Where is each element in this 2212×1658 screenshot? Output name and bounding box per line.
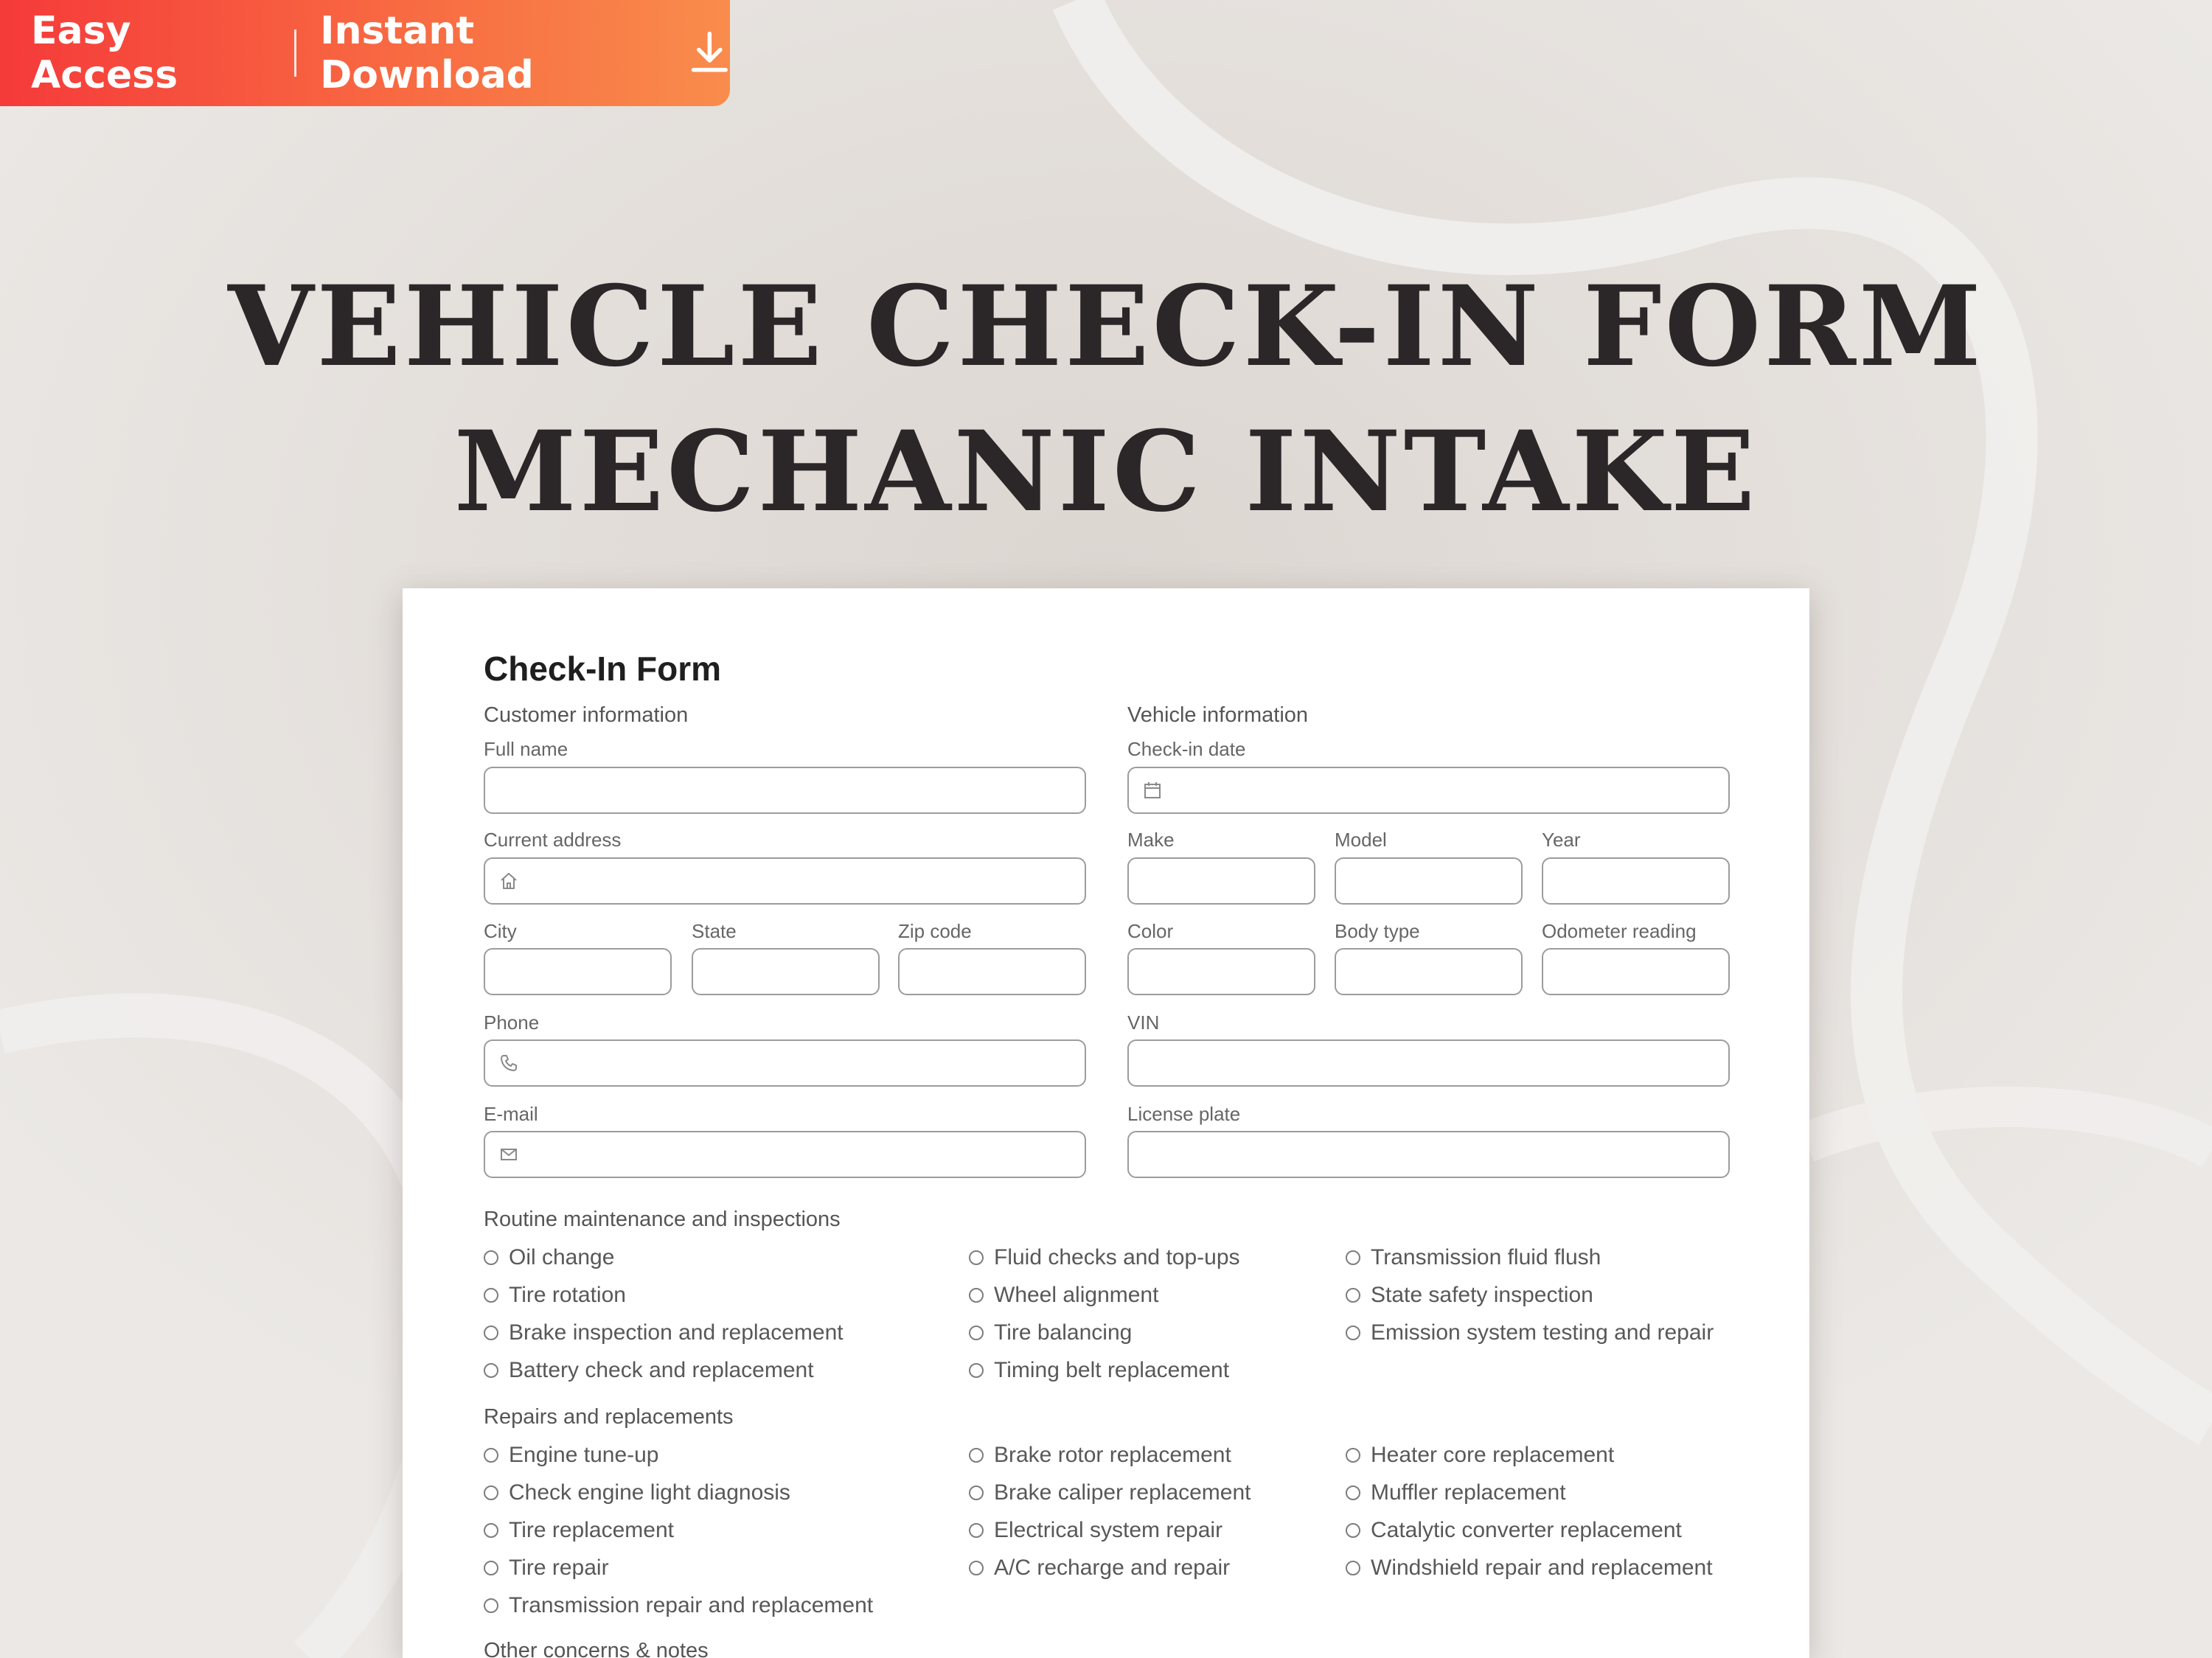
option-label: Heater core replacement: [1371, 1443, 1615, 1467]
radio-button[interactable]: [969, 1326, 984, 1340]
checkbox-option[interactable]: [484, 1245, 614, 1270]
license-plate-label: License plate: [1127, 1103, 1241, 1125]
state-label: State: [692, 920, 737, 942]
instant-download-label: Instant Download: [320, 9, 534, 97]
email-label: E-mail: [484, 1103, 538, 1125]
vehicle-info-heading: Vehicle information: [1127, 703, 1309, 727]
odometer-label: Odometer reading: [1542, 920, 1697, 942]
option-label: Timing belt replacement: [994, 1358, 1230, 1382]
radio-button[interactable]: [969, 1523, 984, 1538]
easy-access-label: Easy Access: [31, 9, 178, 97]
option-label: Wheel alignment: [994, 1283, 1159, 1307]
model-field[interactable]: [1335, 857, 1523, 905]
routine-maintenance-heading: Routine maintenance and inspections: [484, 1208, 841, 1231]
headline-line-2: MECHANIC INTAKE: [453, 407, 1759, 537]
checkbox-option[interactable]: [1346, 1518, 1682, 1543]
option-label: Brake inspection and replacement: [509, 1320, 844, 1345]
checkbox-option[interactable]: [1346, 1480, 1566, 1505]
city-field[interactable]: [484, 948, 672, 995]
checkbox-option[interactable]: [1346, 1443, 1614, 1468]
checkbox-option[interactable]: [484, 1283, 626, 1308]
color-label: Color: [1127, 920, 1174, 942]
radio-button[interactable]: [1346, 1448, 1360, 1463]
radio-button[interactable]: [484, 1363, 498, 1378]
current-address-field[interactable]: [484, 857, 1086, 905]
calendar-icon: [1142, 780, 1163, 801]
full-name-label: Full name: [484, 738, 568, 760]
option-label: Fluid checks and top-ups: [994, 1245, 1240, 1269]
radio-button[interactable]: [484, 1326, 498, 1340]
option-label: Tire rotation: [509, 1283, 626, 1307]
checkbox-option[interactable]: [484, 1556, 609, 1581]
option-label: Brake caliper replacement: [994, 1480, 1251, 1505]
badge-divider: [294, 29, 296, 77]
radio-button[interactable]: [484, 1561, 498, 1575]
checkbox-option[interactable]: [969, 1480, 1251, 1505]
option-label: A/C recharge and repair: [994, 1556, 1231, 1580]
radio-button[interactable]: [484, 1485, 498, 1500]
vin-field[interactable]: [1127, 1039, 1730, 1087]
odometer-field[interactable]: [1542, 948, 1730, 995]
radio-button[interactable]: [484, 1523, 498, 1538]
radio-button[interactable]: [969, 1250, 984, 1265]
phone-icon: [498, 1053, 519, 1073]
checkin-date-field[interactable]: [1127, 767, 1730, 814]
current-address-label: Current address: [484, 829, 622, 851]
checkbox-option[interactable]: [969, 1320, 1132, 1345]
full-name-field[interactable]: [484, 767, 1086, 814]
download-icon: [689, 27, 730, 79]
radio-button[interactable]: [484, 1288, 498, 1303]
color-field[interactable]: [1127, 948, 1315, 995]
promo-badge: [0, 0, 730, 106]
checkbox-option[interactable]: [484, 1480, 790, 1505]
home-icon: [498, 871, 519, 891]
option-label: Tire balancing: [994, 1320, 1133, 1345]
radio-button[interactable]: [969, 1561, 984, 1575]
body-type-field[interactable]: [1335, 948, 1523, 995]
checkbox-option[interactable]: [484, 1593, 873, 1618]
state-field[interactable]: [692, 948, 880, 995]
checkin-date-label: Check-in date: [1127, 738, 1246, 760]
body-type-label: Body type: [1335, 920, 1420, 942]
radio-button[interactable]: [484, 1250, 498, 1265]
option-label: Check engine light diagnosis: [509, 1480, 790, 1505]
option-label: Windshield repair and replacement: [1371, 1556, 1713, 1580]
radio-button[interactable]: [1346, 1288, 1360, 1303]
checkbox-option[interactable]: [1346, 1245, 1601, 1270]
checkbox-option[interactable]: [969, 1518, 1222, 1543]
option-label: State safety inspection: [1371, 1283, 1593, 1307]
checkbox-option[interactable]: [484, 1518, 674, 1543]
repairs-heading: Repairs and replacements: [484, 1405, 734, 1429]
year-label: Year: [1542, 829, 1581, 851]
option-label: Transmission repair and replacement: [509, 1593, 874, 1617]
option-label: Oil change: [509, 1245, 615, 1269]
checkbox-option[interactable]: [969, 1245, 1240, 1270]
radio-button[interactable]: [1346, 1250, 1360, 1265]
phone-label: Phone: [484, 1011, 540, 1034]
option-label: Tire repair: [509, 1556, 609, 1580]
checkbox-option[interactable]: [969, 1283, 1158, 1308]
option-label: Muffler replacement: [1371, 1480, 1566, 1505]
radio-button[interactable]: [1346, 1561, 1360, 1575]
model-label: Model: [1335, 829, 1387, 851]
checkbox-option[interactable]: [484, 1358, 814, 1383]
option-label: Battery check and replacement: [509, 1358, 814, 1382]
radio-button[interactable]: [484, 1448, 498, 1463]
radio-button[interactable]: [1346, 1523, 1360, 1538]
headline-line-1: VEHICLE CHECK-IN FORM: [228, 262, 1984, 391]
email-field[interactable]: [484, 1131, 1086, 1178]
vin-label: VIN: [1127, 1011, 1160, 1034]
city-label: City: [484, 920, 517, 942]
checkbox-option[interactable]: [969, 1556, 1230, 1581]
checkbox-option[interactable]: [484, 1443, 659, 1468]
option-label: Brake rotor replacement: [994, 1443, 1231, 1467]
checkbox-option[interactable]: [969, 1358, 1229, 1383]
radio-button[interactable]: [1346, 1485, 1360, 1500]
checkbox-option[interactable]: [484, 1320, 844, 1345]
form-preview-sheet: [403, 588, 1809, 1658]
license-plate-field[interactable]: [1127, 1131, 1730, 1178]
zip-code-label: Zip code: [898, 920, 972, 942]
form-title: Check-In Form: [484, 649, 722, 688]
radio-button[interactable]: [969, 1448, 984, 1463]
option-label: Catalytic converter replacement: [1371, 1518, 1682, 1542]
phone-field[interactable]: [484, 1039, 1086, 1087]
option-label: Transmission fluid flush: [1371, 1245, 1601, 1269]
option-label: Electrical system repair: [994, 1518, 1223, 1542]
radio-button[interactable]: [969, 1288, 984, 1303]
checkbox-option[interactable]: [1346, 1283, 1593, 1308]
option-label: Engine tune-up: [509, 1443, 659, 1467]
year-field[interactable]: [1542, 857, 1730, 905]
customer-info-heading: Customer information: [484, 703, 689, 727]
checkbox-option[interactable]: [1346, 1320, 1714, 1345]
radio-button[interactable]: [1346, 1326, 1360, 1340]
other-concerns-heading: Other concerns & notes: [484, 1639, 709, 1658]
mail-icon: [498, 1144, 519, 1165]
option-label: Tire replacement: [509, 1518, 674, 1542]
checkbox-option[interactable]: [969, 1443, 1231, 1468]
option-label: Emission system testing and repair: [1371, 1320, 1714, 1345]
radio-button[interactable]: [969, 1363, 984, 1378]
checkbox-option[interactable]: [1346, 1556, 1713, 1581]
radio-button[interactable]: [969, 1485, 984, 1500]
make-field[interactable]: [1127, 857, 1315, 905]
make-label: Make: [1127, 829, 1175, 851]
radio-button[interactable]: [484, 1598, 498, 1613]
zip-code-field[interactable]: [898, 948, 1086, 995]
